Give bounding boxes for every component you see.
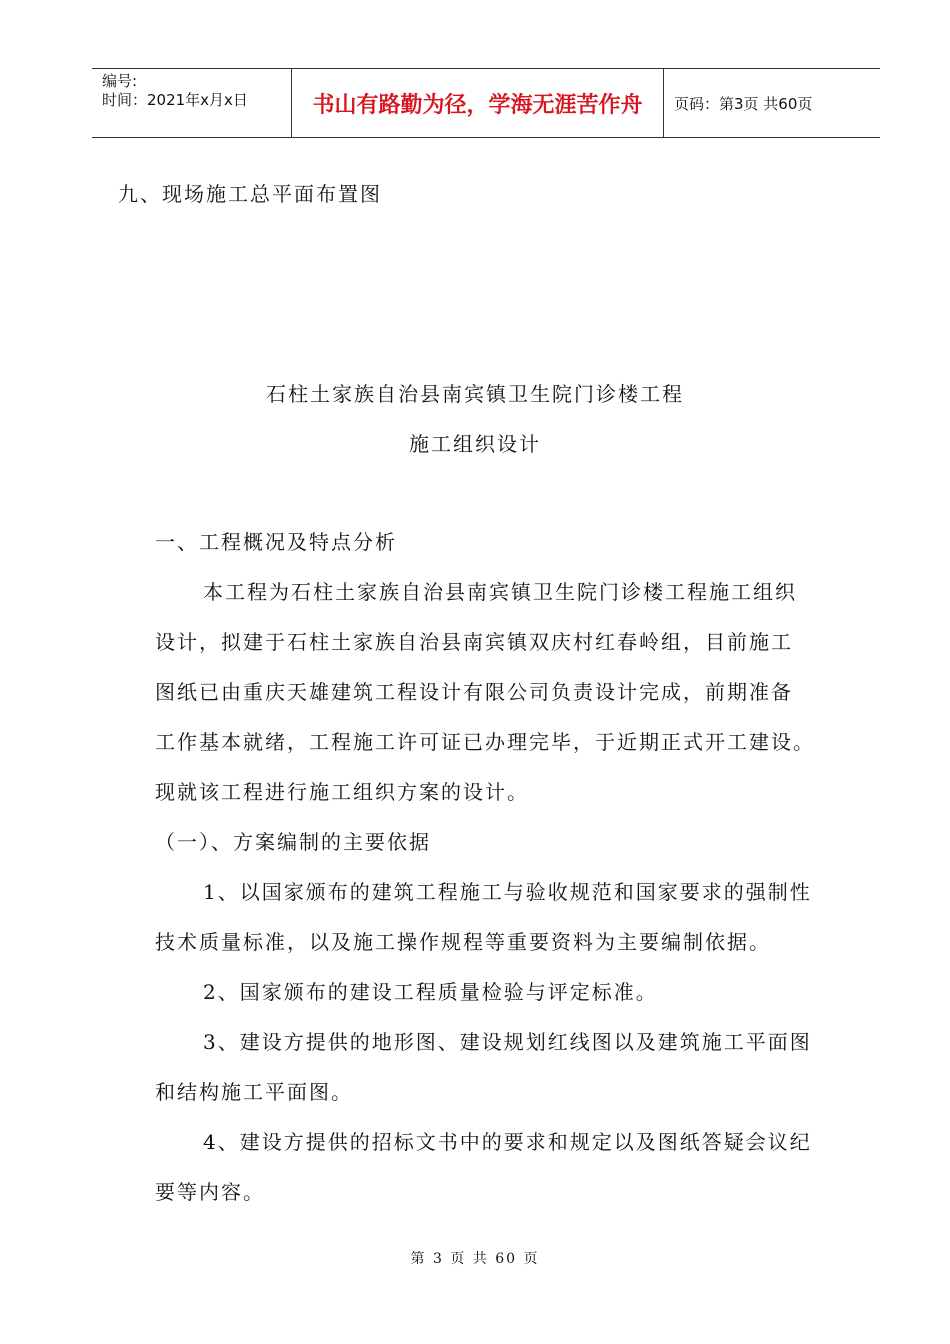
page-header [92, 68, 880, 138]
paragraph-line: 本工程为石柱土家族自治县南宾镇卫生院门诊楼工程施工组织 [203, 580, 797, 604]
header-meta [92, 69, 292, 137]
time-label: 时间：2021年x月x日 [102, 91, 248, 109]
item-2-line: 2、国家颁布的建设工程质量检验与评定标准。 [203, 980, 658, 1004]
header-page-info: 页码：第3页 共60页 [674, 94, 813, 113]
subsection-heading: （一）、方案编制的主要依据 [155, 830, 431, 854]
section-nine-heading: 九、现场施工总平面布置图 [118, 182, 382, 206]
item-1-line: 技术质量标准，以及施工操作规程等重要资料为主要编制依据。 [155, 930, 771, 954]
item-1-line: 1、以国家颁布的建筑工程施工与验收规范和国家要求的强制性 [203, 880, 812, 904]
page-footer: 第 3 页 共 60 页 [410, 1251, 540, 1267]
paragraph-line: 现就该工程进行施工组织方案的设计。 [155, 780, 529, 804]
header-motto: 书山有路勤为径，学海无涯苦作舟 [292, 69, 664, 137]
paragraph-line: 设计，拟建于石柱土家族自治县南宾镇双庆村红春岭组，目前施工 [155, 630, 793, 654]
document-title-line1: 石柱土家族自治县南宾镇卫生院门诊楼工程 [266, 382, 684, 406]
item-3-line: 3、建设方提供的地形图、建设规划红线图以及建筑施工平面图 [203, 1030, 812, 1054]
paragraph-line: 工作基本就绪，工程施工许可证已办理完毕，于近期正式开工建设。 [155, 730, 815, 754]
paragraph-line: 图纸已由重庆天雄建筑工程设计有限公司负责设计完成，前期准备 [155, 680, 793, 704]
document-title-line2: 施工组织设计 [409, 432, 541, 456]
item-3-line: 和结构施工平面图。 [155, 1080, 353, 1104]
serial-label: 编号: [102, 72, 138, 90]
item-4-line: 4、建设方提供的招标文书中的要求和规定以及图纸答疑会议纪 [203, 1130, 812, 1154]
item-4-line: 要等内容。 [155, 1180, 265, 1204]
section-one-heading: 一、工程概况及特点分析 [155, 530, 397, 554]
